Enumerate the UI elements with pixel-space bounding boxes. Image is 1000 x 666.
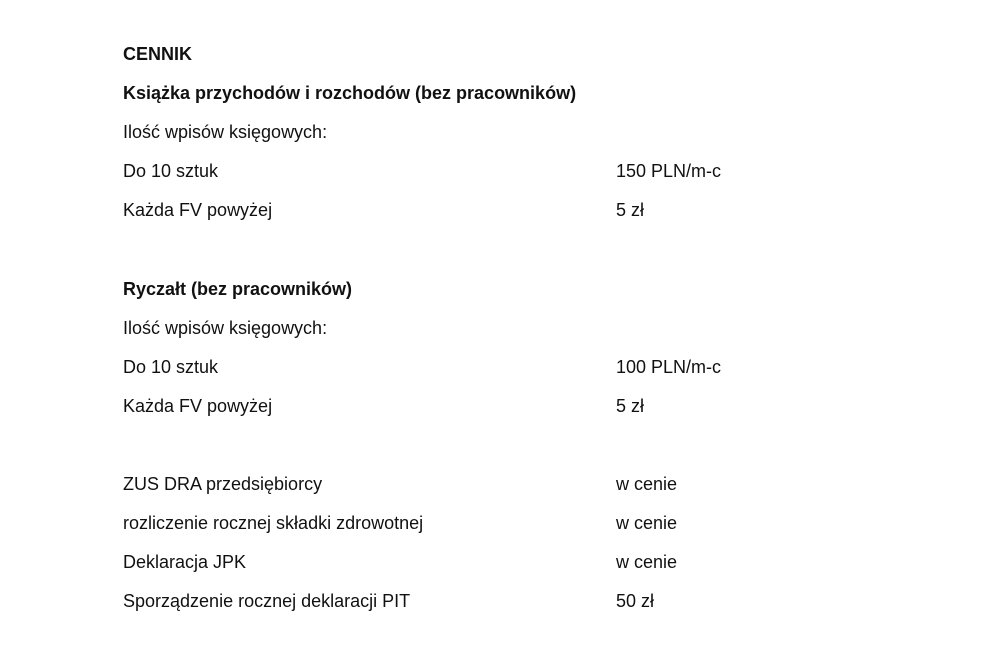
row-label: Każda FV powyżej bbox=[123, 396, 273, 416]
row-label: Do 10 sztuk bbox=[123, 161, 219, 181]
section-heading-kpir: Książka przychodów i rozchodów (bez pracowników) bbox=[123, 83, 577, 103]
section-subheading: Ilość wpisów księgowych: bbox=[123, 122, 328, 142]
row-value: 100 PLN/m-c bbox=[616, 357, 722, 377]
section-heading-ryczalt: Ryczałt (bez pracowników) bbox=[123, 279, 353, 299]
row-value: 5 zł bbox=[616, 200, 645, 220]
extra-label: Deklaracja JPK bbox=[123, 552, 247, 572]
row-value: 5 zł bbox=[616, 396, 645, 416]
section-subheading: Ilość wpisów księgowych: bbox=[123, 318, 328, 338]
extra-value: w cenie bbox=[616, 513, 678, 533]
extra-label: rozliczenie rocznej składki zdrowotnej bbox=[123, 513, 424, 533]
row-label: Do 10 sztuk bbox=[123, 357, 219, 377]
extra-value: w cenie bbox=[616, 552, 678, 572]
document-title: CENNIK bbox=[123, 44, 193, 64]
row-value: 150 PLN/m-c bbox=[616, 161, 722, 181]
row-label: Każda FV powyżej bbox=[123, 200, 273, 220]
extra-value: w cenie bbox=[616, 474, 678, 494]
extra-value: 50 zł bbox=[616, 591, 655, 611]
extra-label: ZUS DRA przedsiębiorcy bbox=[123, 474, 323, 494]
extra-label: Sporządzenie rocznej deklaracji PIT bbox=[123, 591, 411, 611]
